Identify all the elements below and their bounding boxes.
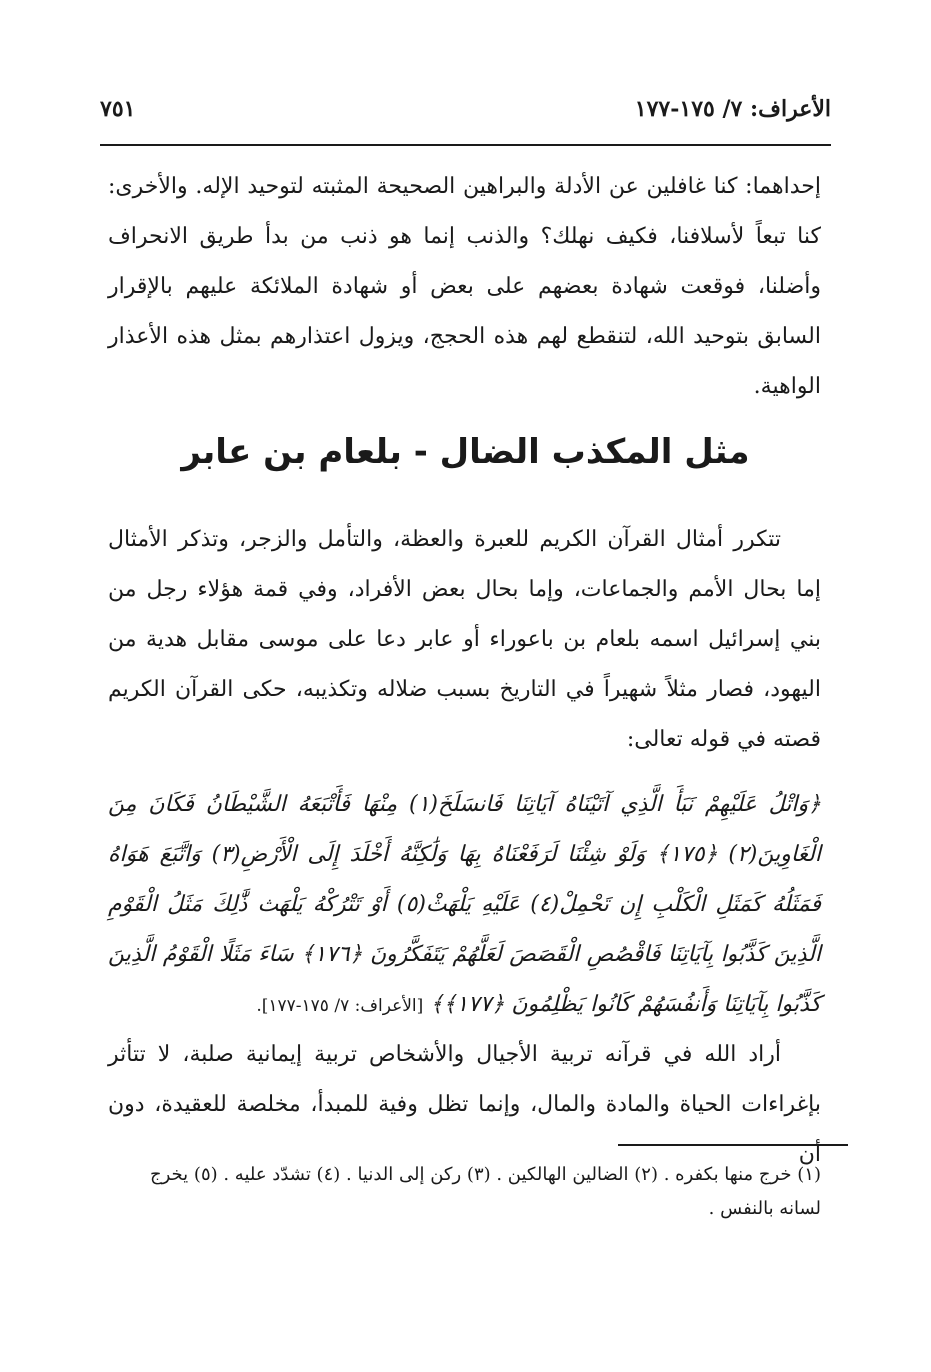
footnotes: (١) خرج منها بكفره . (٢) الضالين الهالكين . (٣) ركن إلى الدنيا . (٤) تشدّد عليه . (٥) يخرج لسانه بالنفس . xyxy=(150,1164,821,1219)
quran-verse xyxy=(108,780,821,1031)
verse-citation: [الأعراف: ٧/ ١٧٥-١٧٧]. xyxy=(256,996,424,1016)
verse-text: ﴿وَاتْلُ عَلَيْهِمْ نَبَأَ الَّذِي آتَيْنَاهُ آيَاتِنَا فَانسَلَخَ(١) مِنْهَا فَأَتْبَعَهُ الشَّيْطَانُ فَكَانَ مِنَ الْغَاوِينَ(٢) ﴿١٧٥﴾ وَلَوْ شِئْنَا لَرَفَعْنَاهُ بِهَا وَلَٰكِنَّهُ أَخْلَدَ إِلَى الْأَرْضِ(٣) وَاتَّبَعَ هَوَاهُ فَمَثَلُهُ كَمَثَلِ الْكَلْبِ إِن تَحْمِلْ(٤) عَلَيْهِ يَلْهَثْ(٥) أَوْ تَتْرُكْهُ يَلْهَث ذَّٰلِكَ مَثَلُ الْقَوْمِ الَّذِينَ كَذَّبُوا بِآيَاتِنَا فَاقْصُصِ الْقَصَصَ لَعَلَّهُمْ يَتَفَكَّرُونَ ﴿١٧٦﴾ سَاءَ مَثَلًا الْقَوْمُ الَّذِينَ كَذَّبُوا بِآيَاتِنَا وَأَنفُسَهُمْ كَانُوا يَظْلِمُونَ ﴿١٧٧﴾﴾ xyxy=(108,792,822,1017)
surah-reference: الأعراف: ٧/ ١٧٥-١٧٧ xyxy=(634,96,831,122)
section-title: مثل المكذب الضال - بلعام بن عابر xyxy=(181,432,750,472)
header-rule xyxy=(100,144,831,146)
paragraph-education: أراد الله في قرآنه تربية الأجيال والأشخاص تربية إيمانية صلبة، لا تتأثر بإغراءات الحياة والمادة والمال، وإنما تظل وفية للمبدأ، مخلصة للعقيدة، دون أن xyxy=(108,1042,821,1167)
paragraph-intro: إحداهما: كنا غافلين عن الأدلة والبراهين الصحيحة المثبته لتوحيد الإله. والأخرى: كنا تبعاً لأسلافنا، فكيف نهلك؟ والذنب إنما هو ذنب من بدأ طريق الانحراف وأضلنا، فوقعت شهادة بعضهم على بعض أو شهادة الملائكة عليهم بالإقرار السابق بتوحيد الله، لتنقطع لهم هذه الحجج، ويزول اعتذارهم بمثل هذه الأعذار الواهية. xyxy=(108,174,821,399)
page-number: ٧٥١ xyxy=(100,96,136,122)
paragraph-parables: تتكرر أمثال القرآن الكريم للعبرة والعظة، والتأمل والزجر، وتذكر الأمثال إما بحال الأمم والجماعات، وإما بحال بعض الأفراد، وفي قمة هؤلاء رجل من بني إسرائيل اسمه بلعام بن باعوراء أو عابر دعا على موسى مقابل هدية من اليهود، فصار مثلاً شهيراً في التاريخ بسبب ضلاله وتكذيبه، حكى القرآن الكريم قصته في قوله تعالى: xyxy=(108,527,821,752)
footnote-rule xyxy=(618,1144,848,1146)
running-head xyxy=(100,96,831,136)
